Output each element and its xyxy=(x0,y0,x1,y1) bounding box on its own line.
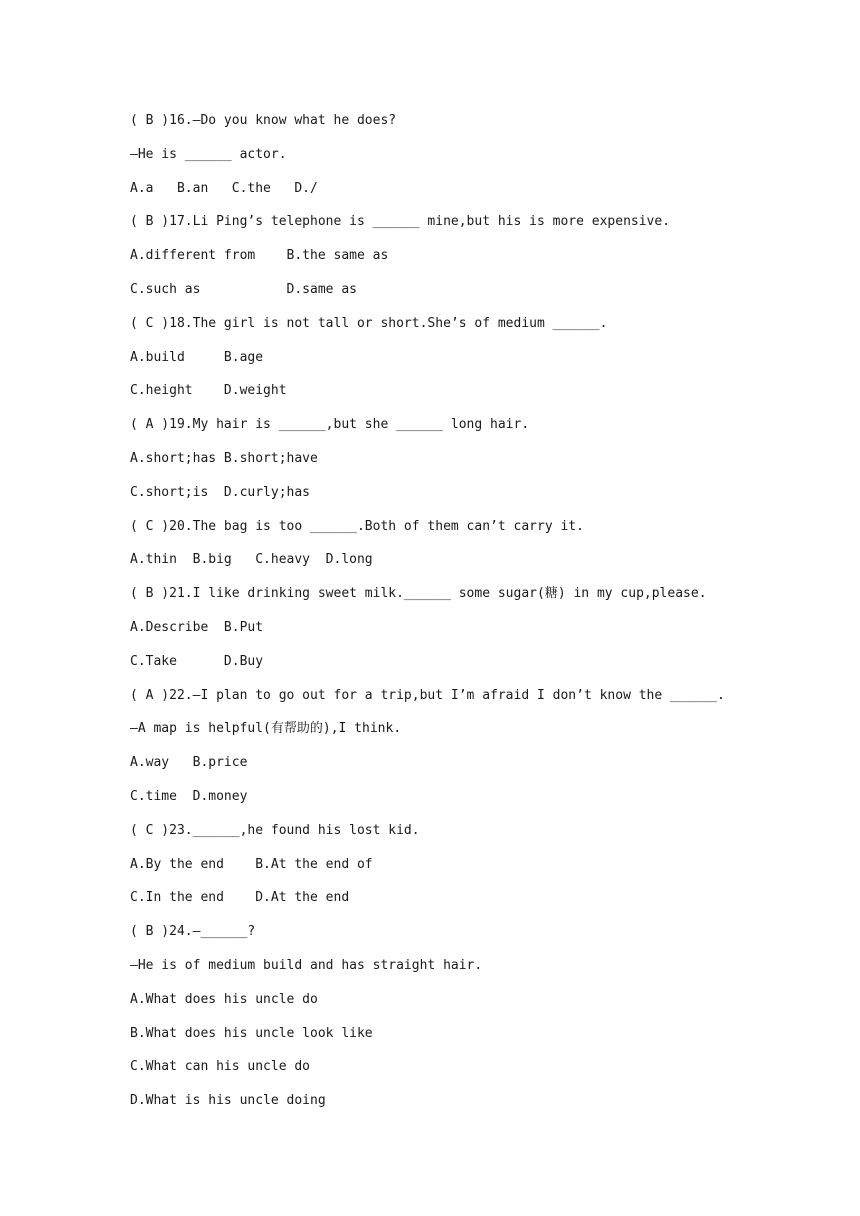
question-21-options-row-1: A.Describe B.Put xyxy=(130,619,264,635)
question-22-options-row-2: C.time D.money xyxy=(130,788,248,804)
question-23-options-row-2: C.In the end D.At the end xyxy=(130,890,350,906)
question-21-options-row-2: C.Take D.Buy xyxy=(130,653,264,669)
question-24-option-d: D.What is his uncle doing xyxy=(130,1093,326,1109)
question-list xyxy=(130,111,750,1125)
question-19-stem: ( A )19.My hair is ______,but she ______ long hair. xyxy=(130,417,530,433)
question-16-stem: ( B )16.—Do you know what he does? xyxy=(130,113,397,128)
question-24-option-a: A.What does his uncle do xyxy=(130,991,318,1007)
question-16-dialogue: —He is ______ actor. xyxy=(130,146,287,162)
question-21-stem: ( B )21.I like drinking sweet milk.______ some sugar(糖) in my cup,please. xyxy=(130,586,707,602)
question-19-options-row-2: C.short;is D.curly;has xyxy=(130,484,311,500)
question-23-options-row-1: A.By the end B.At the end of xyxy=(130,856,373,872)
question-18-options-row-1: A.build B.age xyxy=(130,349,264,365)
question-16-options: A.a B.an C.the D./ xyxy=(130,180,318,196)
question-24-option-c: C.What can his uncle do xyxy=(130,1059,311,1075)
question-24-option-b: B.What does his uncle look like xyxy=(130,1025,373,1041)
question-22-stem: ( A )22.—I plan to go out for a trip,but I’m afraid I don’t know the ______. xyxy=(130,687,725,703)
question-20-options: A.thin B.big C.heavy D.long xyxy=(130,552,373,568)
question-18-stem: ( C )18.The girl is not tall or short.She’s of medium ______. xyxy=(130,315,608,331)
question-19-options-row-1: A.short;has B.short;have xyxy=(130,450,318,466)
question-24-dialogue: —He is of medium build and has straight hair. xyxy=(130,957,483,973)
question-24-stem: ( B )24.—______? xyxy=(130,924,256,940)
question-17-options-row-2: C.such as D.same as xyxy=(130,281,357,297)
question-22-options-row-1: A.way B.price xyxy=(130,755,248,771)
question-17-stem: ( B )17.Li Ping’s telephone is ______ mine,but his is more expensive. xyxy=(130,214,671,230)
question-17-options-row-1: A.different from B.the same as xyxy=(130,248,389,264)
question-20-stem: ( C )20.The bag is too ______.Both of them can’t carry it. xyxy=(130,518,584,534)
question-23-stem: ( C )23.______,he found his lost kid. xyxy=(130,822,420,838)
question-18-options-row-2: C.height D.weight xyxy=(130,383,287,399)
question-22-dialogue: —A map is helpful(有帮助的),I think. xyxy=(130,721,402,737)
